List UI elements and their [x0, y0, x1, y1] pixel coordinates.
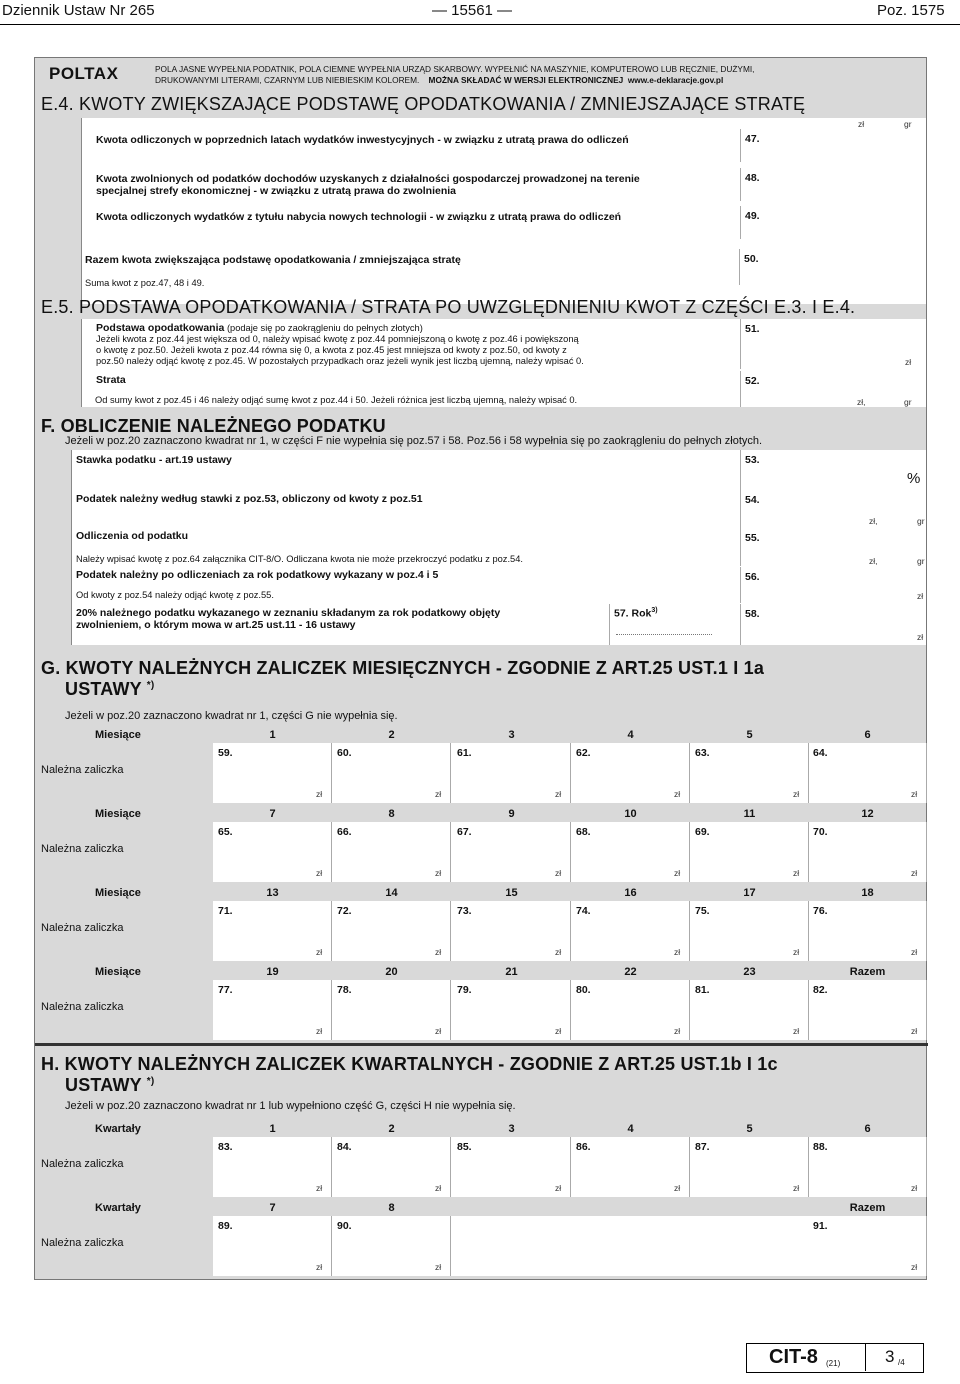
g-row1-head-label: Miesiące	[95, 729, 141, 741]
poltax-logo: POLTAX	[49, 64, 119, 83]
h-row2-field-unit: zł	[316, 1262, 323, 1272]
g-row2-field-69[interactable]	[690, 822, 809, 882]
h-row2-field-89[interactable]	[213, 1216, 332, 1276]
g-row3-field-74[interactable]	[571, 901, 690, 961]
g-row4-head-1: 19	[266, 966, 279, 978]
form-page: 3	[885, 1347, 895, 1366]
h-row1-field-unit: zł	[911, 1183, 918, 1193]
g-row1-head-5: 5	[746, 729, 753, 741]
g-row2-field-65[interactable]	[213, 822, 332, 882]
g-row4-field-unit: zł	[435, 1026, 442, 1036]
section-h-divider	[35, 1043, 928, 1046]
h-row2-field-91[interactable]	[808, 1216, 927, 1276]
position-number: Poz. 1575	[877, 2, 945, 19]
g-row1-head-3: 3	[508, 729, 515, 741]
g-row1-field-64[interactable]	[808, 743, 927, 803]
h-row1-head-3: 3	[508, 1123, 515, 1135]
g-row2-head-label: Miesiące	[95, 808, 141, 820]
g-row3-field-unit: zł	[911, 947, 918, 957]
field-53-input[interactable]: 53. %	[740, 450, 927, 490]
field-57-year-input[interactable]: 57. Rok$^{3)}$	[609, 604, 740, 645]
field-47-label: Kwota odliczonych w poprzednich latach wydatków inwestycyjnych - w związku z utratą prawa do odliczeń	[96, 134, 629, 146]
h-row1-field-unit: zł	[555, 1183, 562, 1193]
g-row3-head-2: 14	[385, 887, 398, 899]
field-49-input[interactable]: 49.	[740, 206, 927, 239]
field-50-input[interactable]: 50.	[739, 249, 926, 285]
field-51-input[interactable]: 51. zł	[740, 319, 927, 369]
g-row3-field-75[interactable]	[690, 901, 809, 961]
h-row2-field-90[interactable]	[332, 1216, 451, 1276]
g-row3-field-unit: zł	[435, 947, 442, 957]
h-row1-field-num: 86.	[576, 1141, 591, 1153]
g-row2-field-67[interactable]	[452, 822, 571, 882]
g-row4-head-label: Miesiące	[95, 966, 141, 978]
g-row2-head-2: 8	[388, 808, 395, 820]
g-row3-field-num: 73.	[457, 905, 472, 917]
g-row1-field-unit: zł	[435, 789, 442, 799]
g-row4-cells	[213, 980, 928, 1040]
g-row4-field-num: 81.	[695, 984, 710, 996]
h-row1-field-86[interactable]	[571, 1137, 690, 1197]
g-row4-field-unit: zł	[316, 1026, 323, 1036]
quarterly-advances-grid	[35, 1120, 928, 1278]
section-e5-body	[81, 319, 926, 407]
g-row4-field-num: 78.	[337, 984, 352, 996]
g-row3-field-72[interactable]	[332, 901, 451, 961]
g-row1-field-num: 63.	[695, 747, 710, 759]
g-row1-field-unit: zł	[793, 789, 800, 799]
g-row3-head-3: 15	[505, 887, 518, 899]
g-row2-field-unit: zł	[793, 868, 800, 878]
h-row2-head-1: 7	[269, 1202, 276, 1214]
h-row1-field-num: 85.	[457, 1141, 472, 1153]
field-51-label: Podstawa opodatkowania (podaje się po zaokrągleniu do pełnych złotych) Jeżeli kwota z poz.44 jest większa od 0, należy wpisać kwotę z poz.44 pomniejszoną o kwotę z poz.46 i powiększoną o kwotę z poz.50. Jeżeli kwota z poz.44 równa się 0, a kwota z poz.45 jest mniejsza od kwoty z poz.50, od kwoty z poz.50 należy odjąć kwotę z poz.45. W pozostałych przypadkach oraz jeżeli wynik jest liczbą ujemną, należy wpisać 0.	[96, 322, 584, 366]
journal-title: Dziennik Ustaw Nr 265	[2, 2, 155, 19]
g-row1-field-num: 60.	[337, 747, 352, 759]
field-53-label: Stawka podatku - art.19 ustawy	[76, 454, 232, 466]
form-instructions: POLA JASNE WYPEŁNIA PODATNIK, POLA CIEMNE WYPEŁNIA URZĄD SKARBOWY. WYPEŁNIĆ NA MASZYNIE, KOMPUTEROWO LUB RĘCZNIE, DUŻYMI, DRUKOWANYMI LITERAMI, CZARNYM LUB NIEBIESKIM KOLOREM. MOŻNA SKŁADAĆ W WERSJI ELEKTRONICZNEJ www.e-deklaracje.gov.pl	[155, 64, 755, 85]
g-row2-field-unit: zł	[911, 868, 918, 878]
g-row1-field-unit: zł	[316, 789, 323, 799]
g-row4-field-num: 77.	[218, 984, 233, 996]
section-e4-title: E.4. KWOTY ZWIĘKSZAJĄCE PODSTAWĘ OPODATKOWANIA / ZMNIEJSZAJĄCE STRATĘ	[41, 94, 806, 114]
h-row1-field-83[interactable]	[213, 1137, 332, 1197]
field-55-note: Należy wpisać kwotę z poz.64 załącznika CIT-8/O. Odliczana kwota nie może przekroczyć podatku z poz.54.	[76, 554, 523, 564]
form-id-box	[746, 1343, 924, 1373]
h-row1-head-6: 6	[864, 1123, 871, 1135]
g-row1-head-2: 2	[388, 729, 395, 741]
h-row1-field-88[interactable]	[808, 1137, 927, 1197]
g-row4-field-78[interactable]	[332, 980, 451, 1040]
g-row1-cells	[213, 743, 928, 803]
g-row4-head-2: 20	[385, 966, 398, 978]
g-row3-field-num: 76.	[813, 905, 828, 917]
g-row3-field-num: 75.	[695, 905, 710, 917]
g-row4-field-79[interactable]	[452, 980, 571, 1040]
field-48-input[interactable]: 48.	[740, 168, 927, 201]
g-row1-field-unit: zł	[674, 789, 681, 799]
g-row1-field-num: 59.	[218, 747, 233, 759]
field-50-note: Suma kwot z poz.47, 48 i 49.	[85, 278, 205, 288]
field-54-label: Podatek należny według stawki z poz.53, obliczony od kwoty z poz.51	[76, 493, 423, 505]
h-row2-head-6: Razem	[849, 1202, 886, 1214]
section-h-intro: Jeżeli w poz.20 zaznaczono kwadrat nr 1 lub wypełniono część G, części H nie wypełnia się.	[65, 1100, 516, 1112]
field-57-label: 20% należnego podatku wykazanego w zeznaniu składanym za rok podatkowy objęty zwolnieniem, o którym mowa w art.25 ust.11 - 16 ustawy	[76, 607, 501, 631]
g-row2-field-unit: zł	[674, 868, 681, 878]
section-f-intro: Jeżeli w poz.20 zaznaczono kwadrat nr 1, w części F nie wypełnia się poz.57 i 58. Poz.56 i 58 wypełnia się po zaokrągleniu do pełnych złotych.	[65, 435, 763, 447]
g-row2-field-unit: zł	[555, 868, 562, 878]
g-row2-head-5: 11	[743, 808, 756, 820]
h-row1-field-num: 83.	[218, 1141, 233, 1153]
h-row1-field-87[interactable]	[690, 1137, 809, 1197]
g-row3-row-label: Należna zaliczka	[41, 922, 124, 934]
field-55-input[interactable]: 55. zł, gr	[740, 528, 927, 566]
g-row3-head-1: 13	[266, 887, 279, 899]
g-row2-row-label: Należna zaliczka	[41, 843, 124, 855]
h-row2-field-unit: zł	[911, 1262, 918, 1272]
g-row4-field-unit: zł	[911, 1026, 918, 1036]
h-row2-row-label: Należna zaliczka	[41, 1237, 124, 1249]
field-52-label: Strata	[96, 374, 126, 386]
g-row2-field-unit: zł	[316, 868, 323, 878]
g-row2-field-68[interactable]	[571, 822, 690, 882]
g-row2-field-num: 66.	[337, 826, 352, 838]
h-row2-field-unit: zł	[435, 1262, 442, 1272]
g-row3-head-6: 18	[861, 887, 874, 899]
g-row3-field-num: 71.	[218, 905, 233, 917]
g-row1-field-59[interactable]	[213, 743, 332, 803]
monthly-advances-grid	[35, 726, 928, 1042]
h-row1-field-unit: zł	[674, 1183, 681, 1193]
g-row4-field-82[interactable]	[808, 980, 927, 1040]
g-row3-head-5: 17	[743, 887, 756, 899]
section-e5-title: E.5. PODSTAWA OPODATKOWANIA / STRATA PO UWZGLĘDNIENIU KWOT Z CZĘŚCI E.3. I E.4.	[41, 297, 856, 317]
header-rule	[0, 24, 960, 25]
g-row1-field-62[interactable]	[571, 743, 690, 803]
page-number: — 15561 —	[432, 2, 513, 19]
section-e4-body: zł gr Kwota odliczonych w poprzednich latach wydatków inwestycyjnych - w związku z utratą prawa do odliczeń 47. Kwota zwolnionych od podatków dochodów uzyskanych z działalności gospodarczej prowadzonej na terenie specjalnej strefy ekonomicznej - w związku z utratą prawa do zwolnienia 48. Kwota odliczonych wydatków z tytułu nabycia nowych technologii - w związku z utratą prawa do odliczeń 49.	[81, 118, 926, 304]
h-row1-head-5: 5	[746, 1123, 753, 1135]
h-row1-field-unit: zł	[316, 1183, 323, 1193]
g-row4-field-unit: zł	[793, 1026, 800, 1036]
g-row4-field-num: 82.	[813, 984, 828, 996]
g-row1-head-4: 4	[627, 729, 634, 741]
g-row2-field-66[interactable]	[332, 822, 451, 882]
tax-form-page: POLTAX POLA JASNE WYPEŁNIA PODATNIK, POLA CIEMNE WYPEŁNIA URZĄD SKARBOWY. WYPEŁNIĆ NA MASZYNIE, KOMPUTEROWO LUB RĘCZNIE, DUŻYMI, DRUKOWANYMI LITERAMI, CZARNYM LUB NIEBIESKIM KOLOREM. MOŻNA SKŁADAĆ W WERSJI ELEKTRONICZNEJ www.e-deklaracje.gov.pl E.4. KWOTY ZWIĘKSZAJĄCE PODSTAWĘ OPODATKOWANIA / ZMNIEJSZAJĄCE STRATĘ zł gr Kwota odliczonych w poprzednich latach wydatków inwestycyjnych - w związku z utratą prawa do odliczeń 47. Kwota zwolnionych od podatków dochodów uzyskanych z działalności gospodarczej prowadzonej na terenie specjalnej strefy ekonomicznej - w związku z utratą prawa do zwolnienia 48. Kwota odliczonych wydatków z tytułu nabycia nowych technologii - w związku z utratą prawa do odliczeń 49. Razem kwota zwiększająca podstawę opodatkowania / zmniejszająca stratę Suma kwot z poz.47, 48 i 49. 50. E.5. PODSTAWA OPODATKOWANIA / STRATA PO UWZGLĘDNIENIU KWOT Z CZĘŚCI E.3. I E.4. Podstawa opodatkowania (podaje się po zaokrągleniu do pełnych złotych) Jeżeli kwota z poz.44 jest większa od 0, należy wpisać kwotę z poz.44 pomniejszoną o kwotę z poz.46 i powiększoną o kwotę z poz.50. Jeżeli kwota z poz.44 równa się 0, a kwota z poz.45 jest mniejsza od kwoty z poz.50, od kwoty z poz.50 należy odjąć kwotę z poz.45. W pozostałych przypadkach oraz jeżeli wynik jest liczbą ujemną, należy wpisać 0. 51. zł Strata 52. Od sumy kwot z poz.45 i 46 należy odjąć sumę kwot z poz.44 i 50. Jeżeli różnica jest liczbą ujemną, należy wpisać 0. zł, gr F. OBLICZENIE NALEŻNEGO PODATKU Jeżeli w poz.20 zaznaczono kwadrat nr 1, w części F nie wypełnia się poz.57 i 58. Poz.56 i 58 wypełnia się po zaokrągleniu do pełnych złotych. Stawka podatku - art.19 ustawy 53. % Podatek należny według stawki z poz.53, obliczony od kwoty z poz.51 54. zł, gr Odliczenia od podatku Należy wpisać kwotę z poz.64 załącznika CIT-8/O. Odliczana kwota nie może przekroczyć podatku z poz.54. 55. zł, gr Podatek należny po odliczeniach za rok podatkowy wykazany w poz.4 i 5 Od kwoty z poz.54 należy odjąć kwotę z poz.55. 56. zł 20% należnego podatku wykazanego w zeznaniu składanym za rok podatkowy objęty zwolnieniem, o którym mowa w art.25 ust.11 - 16 ustawy 57. Rok$^{3)}$ 58. zł G. KWOTY NALEŻNYCH ZALICZEK MIESIĘCZNYCH - ZGODNIE Z ART.25 UST.1 I 1a USTAWY *) Jeżeli w poz.20 zaznaczono kwadrat nr 1, części G nie wypełnia się. Miesiące 1 2 3 4 5 6 59. zł 60. zł 61. zł 62. zł 63. zł 64. zł Należna zaliczka Miesiące 7 8 9 10 11 12 65. zł 66. zł 67. zł 68. zł 69. zł 70. zł Należna zaliczka Miesiące 13 14 15 16 17 18 71. zł 72. zł 73. zł 74. zł 75. zł 76. zł Należna zaliczka Miesiące 19 20 21 22 23 Razem 77. zł 78. zł 79. zł 80. zł 81. zł 82. zł Należna zaliczka H. KWOTY NALEŻNYCH ZALICZEK KWARTALNYCH - ZGODNIE Z ART.25 UST.1b I 1c USTAWY *) Jeżeli w poz.20 zaznaczono kwadrat nr 1 lub wypełniono część G, części H nie wypełnia się. Kwartały 1 2 3 4 5 6 83. zł 84. zł 85. zł 86. zł 87. zł 88. zł Należna zaliczka Kwartały 7 8 Razem 89. zł 90. zł 91. zł Należna zaliczka	[34, 57, 927, 1280]
g-row1-field-unit: zł	[555, 789, 562, 799]
g-row2-field-num: 68.	[576, 826, 591, 838]
g-row3-field-num: 74.	[576, 905, 591, 917]
field-52-input[interactable]: 52.	[740, 371, 927, 407]
g-row1-row-label: Należna zaliczka	[41, 764, 124, 776]
form-version: (21)	[826, 1359, 841, 1368]
g-row4-head-3: 21	[505, 966, 518, 978]
field-49-label: Kwota odliczonych wydatków z tytułu nabycia nowych technologii - w związku z utratą prawa do odliczeń	[96, 211, 622, 223]
h-row2-head-label: Kwartały	[95, 1202, 141, 1214]
g-row2-field-num: 69.	[695, 826, 710, 838]
g-row3-field-76[interactable]	[808, 901, 927, 961]
field-50-label: Razem kwota zwiększająca podstawę opodatkowania / zmniejszająca stratę	[85, 254, 461, 266]
h-row1-head-2: 2	[388, 1123, 395, 1135]
h-row1-head-4: 4	[627, 1123, 634, 1135]
g-row2-head-6: 12	[861, 808, 874, 820]
g-row1-field-num: 61.	[457, 747, 472, 759]
g-row4-field-80[interactable]	[571, 980, 690, 1040]
g-row4-row-label: Należna zaliczka	[41, 1001, 124, 1013]
g-row2-cells	[213, 822, 928, 882]
g-row2-head-4: 10	[624, 808, 637, 820]
g-row3-field-unit: zł	[316, 947, 323, 957]
g-row1-field-60[interactable]	[332, 743, 451, 803]
g-row1-field-num: 64.	[813, 747, 828, 759]
g-row4-field-num: 79.	[457, 984, 472, 996]
field-56-note: Od kwoty z poz.54 należy odjąć kwotę z poz.55.	[76, 590, 274, 600]
g-row3-head-label: Miesiące	[95, 887, 141, 899]
field-54-input[interactable]: 54. zł, gr	[740, 490, 927, 528]
g-row4-head-4: 22	[624, 966, 637, 978]
g-row3-field-71[interactable]	[213, 901, 332, 961]
g-row1-field-63[interactable]	[690, 743, 809, 803]
h-row1-head-1: 1	[269, 1123, 276, 1135]
h-row2-field-num: 89.	[218, 1220, 233, 1232]
form-code: CIT-8	[769, 1346, 818, 1368]
h-row1-field-num: 87.	[695, 1141, 710, 1153]
h-row1-field-num: 88.	[813, 1141, 828, 1153]
section-g-intro: Jeżeli w poz.20 zaznaczono kwadrat nr 1, części G nie wypełnia się.	[65, 710, 398, 722]
g-row2-field-num: 67.	[457, 826, 472, 838]
g-row4-field-81[interactable]	[690, 980, 809, 1040]
g-row1-head-1: 1	[269, 729, 276, 741]
g-row1-field-61[interactable]	[452, 743, 571, 803]
h-row2-cells	[213, 1216, 928, 1276]
g-row4-head-5: 23	[743, 966, 756, 978]
section-f-title: F. OBLICZENIE NALEŻNEGO PODATKU	[41, 416, 386, 436]
g-row3-field-73[interactable]	[452, 901, 571, 961]
h-row1-field-84[interactable]	[332, 1137, 451, 1197]
field-56-label: Podatek należny po odliczeniach za rok podatkowy wykazany w poz.4 i 5	[76, 569, 439, 581]
g-row1-field-num: 62.	[576, 747, 591, 759]
g-row3-field-num: 72.	[337, 905, 352, 917]
h-row1-field-unit: zł	[793, 1183, 800, 1193]
g-row3-field-unit: zł	[674, 947, 681, 957]
g-row3-field-unit: zł	[555, 947, 562, 957]
g-row1-field-unit: zł	[911, 789, 918, 799]
field-47-input[interactable]: 47.	[740, 129, 927, 162]
section-h-title: H. KWOTY NALEŻNYCH ZALICZEK KWARTALNYCH - ZGODNIE Z ART.25 UST.1b I 1c USTAWY *)	[41, 1054, 778, 1095]
h-row1-head-label: Kwartały	[95, 1123, 141, 1135]
g-row2-head-1: 7	[269, 808, 276, 820]
g-row2-field-num: 70.	[813, 826, 828, 838]
g-row3-head-4: 16	[624, 887, 637, 899]
h-row2-head-2: 8	[388, 1202, 395, 1214]
g-row2-field-num: 65.	[218, 826, 233, 838]
g-row4-head-6: Razem	[849, 966, 886, 978]
h-row1-field-num: 84.	[337, 1141, 352, 1153]
field-58-input[interactable]: 58. zł	[740, 604, 927, 645]
h-row1-field-85[interactable]	[452, 1137, 571, 1197]
h-row1-field-unit: zł	[435, 1183, 442, 1193]
g-row2-field-unit: zł	[435, 868, 442, 878]
g-row4-field-unit: zł	[674, 1026, 681, 1036]
g-row3-field-unit: zł	[793, 947, 800, 957]
g-row4-field-unit: zł	[555, 1026, 562, 1036]
g-row4-field-num: 80.	[576, 984, 591, 996]
g-row2-field-70[interactable]	[808, 822, 927, 882]
h-row1-row-label: Należna zaliczka	[41, 1158, 124, 1170]
field-48-label: Kwota zwolnionych od podatków dochodów uzyskanych z działalności gospodarczej prowadzonej na terenie specjalnej strefy ekonomicznej - w związku z utratą prawa do zwolnienia	[96, 173, 640, 197]
section-f-body	[71, 450, 926, 645]
form-page-count: /4	[898, 1358, 905, 1367]
field-56-input[interactable]: 56. zł	[740, 567, 927, 603]
g-row3-cells	[213, 901, 928, 961]
g-row2-head-3: 9	[508, 808, 515, 820]
h-row1-cells	[213, 1137, 928, 1197]
g-row1-head-6: 6	[864, 729, 871, 741]
field-52-note: Od sumy kwot z poz.45 i 46 należy odjąć sumę kwot z poz.44 i 50. Jeżeli różnica jest liczbą ujemną, należy wpisać 0.	[95, 395, 578, 405]
field-55-label: Odliczenia od podatku	[76, 530, 189, 542]
section-g-title: G. KWOTY NALEŻNYCH ZALICZEK MIESIĘCZNYCH - ZGODNIE Z ART.25 UST.1 I 1a USTAWY *)	[41, 658, 765, 699]
h-row2-field-num: 91.	[813, 1220, 828, 1232]
g-row4-field-77[interactable]	[213, 980, 332, 1040]
h-row2-field-num: 90.	[337, 1220, 352, 1232]
